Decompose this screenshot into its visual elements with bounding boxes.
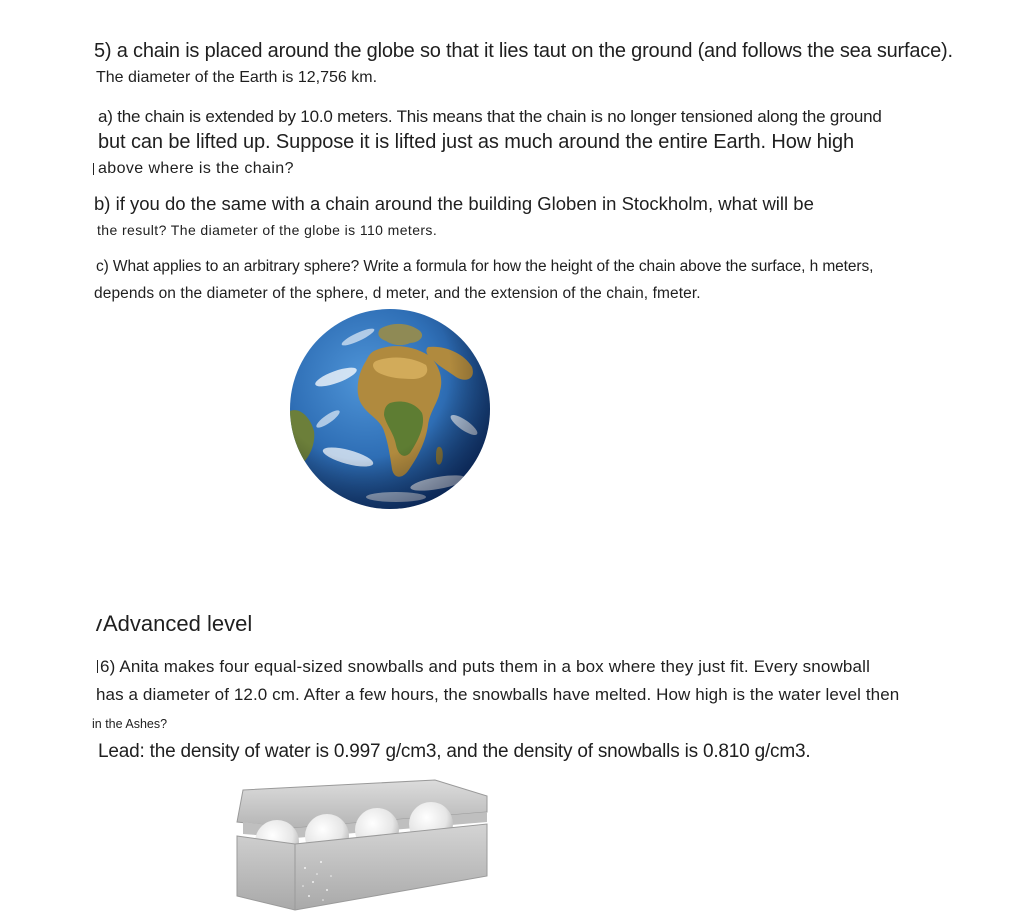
question-5-diameter-note: The diameter of the Earth is 12,756 km. (96, 69, 378, 86)
scan-mark (96, 619, 102, 631)
question-5a-line-1: a) the chain is extended by 10.0 meters. This means that the chain is no longer tensioned along the ground (98, 107, 882, 126)
question-5-title: 5) a chain is placed around the globe so that it lies taut on the ground (and follows the sea surface). (94, 40, 953, 62)
scan-mark (93, 163, 94, 175)
snowball-box-image (235, 778, 490, 914)
question-6-line-1: 6) Anita makes four equal-sized snowballs and puts them in a box where they just fit. Every snowball (100, 657, 870, 676)
question-5b-line-1: b) if you do the same with a chain around the building Globen in Stockholm, what will be (94, 193, 814, 214)
question-6-lead: Lead: the density of water is 0.997 g/cm3, and the density of snowballs is 0.810 g/cm3. (98, 741, 811, 762)
globe-shading (290, 309, 490, 509)
question-5a-line-2: but can be lifted up. Suppose it is lifted just as much around the entire Earth. How high (98, 131, 854, 153)
question-6-line-2: has a diameter of 12.0 cm. After a few hours, the snowballs have melted. How high is the water level then (96, 685, 900, 704)
question-5c-line-2: depends on the diameter of the sphere, d meter, and the extension of the chain, fmeter. (94, 285, 701, 302)
question-5b-line-2: the result? The diameter of the globe is 110 meters. (97, 222, 438, 238)
snowball-box-svg (235, 778, 490, 914)
question-6-line-3: in the Ashes? (92, 717, 168, 731)
question-5a-line-3: above where is the chain? (98, 160, 294, 177)
question-5c-line-1: c) What applies to an arbitrary sphere? Write a formula for how the height of the chain above the surface, h meters, (96, 258, 874, 275)
earth-globe-svg (288, 307, 492, 511)
advanced-level-heading: Advanced level (103, 611, 253, 636)
earth-globe-image (288, 307, 492, 511)
scan-mark (97, 660, 98, 673)
